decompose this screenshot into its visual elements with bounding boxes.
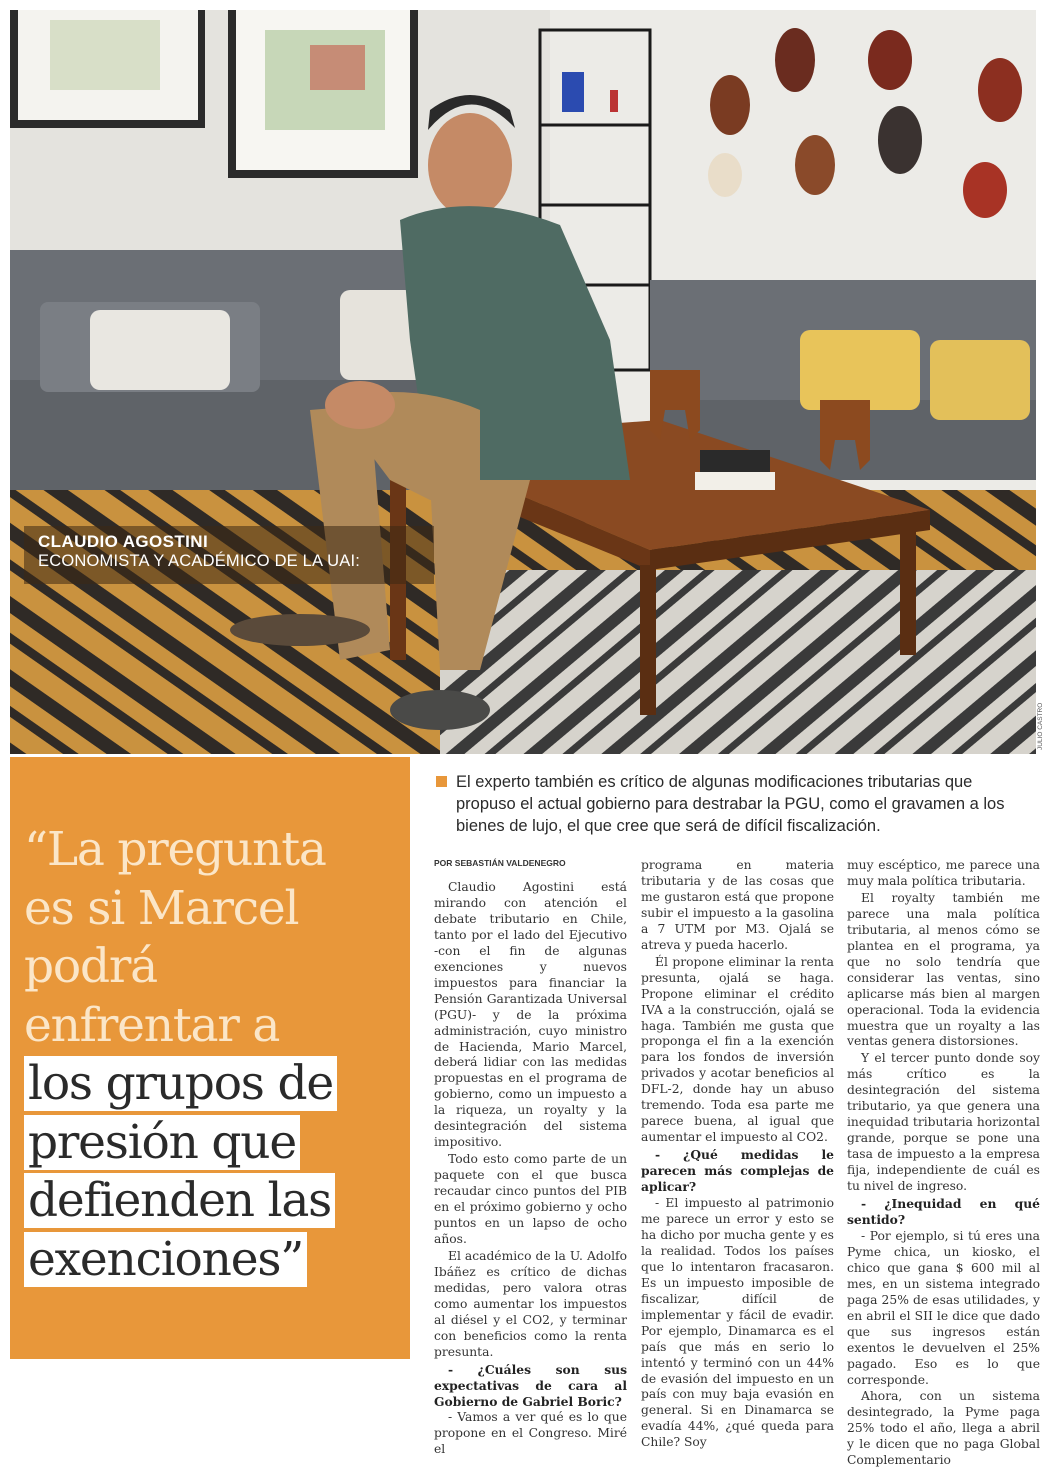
lead-bullet-icon — [436, 776, 447, 787]
body-paragraph: Él propone eliminar la renta presunta, ojalá se haga. Propone eliminar el crédito IVA a la construcción, ojalá se haga. También me gusta que proponga el fin a la exención para los fondos de inversión privados y acotar beneficios al DFL-2, donde hay un abuso tremendo. Toda esa parte me parece buena, al igual que aumentar el impuesto al CO2. — [641, 954, 834, 1145]
quote-line: los grupos de — [24, 1056, 337, 1111]
body-paragraph: Y el tercer punto donde soy más crítico es la desintegración del sistema tributario, ya que genera una inequidad tributaria horizontal grande, porque se pone una tasa de impuesto a la empresa fija, independiente de cuál es tu nivel de ingreso. — [847, 1051, 1040, 1194]
lead-text: El experto también es crítico de algunas modificaciones tributarias que propuso el actual gobierno para destrabar la PGU, como el gravamen a los bienes de lujo, el que cree que será de difícil fiscalización. — [456, 773, 1005, 835]
interview-question: - ¿Inequidad en qué sentido? — [847, 1196, 1040, 1227]
body-paragraph: Todo esto como parte de un paquete con el que busca recaudar cinco puntos del PIB en el próximo gobierno y ocho puntos en un lapso de ocho años. — [434, 1152, 627, 1246]
quote-line: enfrentar a — [24, 997, 280, 1053]
text-column-2 — [641, 858, 834, 1452]
quote-line: presión que — [24, 1115, 300, 1170]
lead-paragraph — [436, 771, 1036, 837]
caption-name: CLAUDIO AGOSTINI — [38, 532, 209, 551]
photo-caption — [24, 526, 434, 584]
body-paragraph: Ahora, con un sistema desintegrado, la Pyme paga 25% todo el año, llega a abril y le dicen que no paga Global Complementario — [847, 1389, 1040, 1468]
text-column-1 — [434, 880, 627, 1459]
quote-line: exenciones” — [24, 1232, 307, 1287]
quote-line: “La pregunta — [24, 822, 326, 877]
hero-photo — [10, 10, 1036, 754]
quote-line: podrá — [24, 939, 157, 994]
framed-art-left — [10, 10, 205, 128]
body-paragraph: - Por ejemplo, si tú eres una Pyme chica, un kiosko, el chico que gana $ 600 mil al mes, en un sistema integrado paga 25% de esas utilidades, y en abril el SII le dice que dado que sus ingresos están exentos le devuelven el 25% pagado. Eso es lo que corresponde. — [847, 1228, 1040, 1387]
living-room-illustration — [10, 10, 1036, 754]
body-paragraph: El royalty también me parece una mala política tributaria, al menos cómo se plantea en el programa, ya que no solo tendría que considerar las ventas, sino aplicarse más bien al margen operacional. Toda la evidencia muestra que un royalty a las ventas genera distorsiones. — [847, 890, 1040, 1049]
interview-question: - ¿Cuáles son sus expectativas de cara al Gobierno de Gabriel Boric? — [434, 1361, 627, 1409]
caption-role: ECONOMISTA Y ACADÉMICO DE LA UAI: — [38, 552, 361, 570]
body-paragraph: Claudio Agostini está mirando con atención el debate tributario en Chile, tanto por el lado del Ejecutivo -con el fin de algunas exenciones y nuevos impuestos para financiar la Pensión Garantizada Universal (PGU)- y de la próxima administración, cuyo ministro de Hacienda, Mario Marcel, deberá lidiar con las medidas propuestas en el programa de gobierno, como un impuesto a la riqueza, un royalty y la desintegración del sistema impositivo. — [434, 880, 627, 1150]
pull-quote — [24, 821, 404, 1289]
quote-line: defienden las — [24, 1173, 335, 1228]
quote-highlight — [24, 1055, 404, 1289]
framed-art-right — [228, 10, 418, 178]
body-paragraph: - El impuesto al patrimonio me parece un error y esto se ha dicho por mucha gente y es la realidad. Todos los países que lo intentaron fracasaron. Es un impuesto imposible de fiscalizar, difícil de implementar y fácil de evadir. Por ejemplo, Dinamarca es el país que más en serio lo intentó y terminó con un 44% de evasión del impuesto en un país con muy baja evasión en general. Si en Dinamarca se evadía 44%, ¿qué queda para Chile? Soy — [641, 1196, 834, 1450]
interview-question: - ¿Qué medidas le parecen más complejas de aplicar? — [641, 1147, 834, 1195]
body-paragraph: programa en materia tributaria y de las cosas que me gustaron está que propone subir el impuesto a la gasolina a 7 UTM por M3. Ojalá se atreva y pueda hacerlo. — [641, 858, 834, 952]
body-paragraph: - Vamos a ver qué es lo que propone en el Congreso. Miré el — [434, 1410, 627, 1457]
pull-quote-panel — [10, 757, 410, 1359]
text-column-3 — [847, 858, 1040, 1470]
byline: POR SEBASTIÁN VALDENEGRO — [434, 858, 566, 868]
photo-credit: JULIO CASTRO — [1037, 702, 1044, 750]
body-paragraph: El académico de la U. Adolfo Ibáñez es crítico de dichas medidas, pero valora otras como aumentar los impuestos al diésel y el CO2, y terminar con beneficios como la renta presunta. — [434, 1248, 627, 1359]
body-paragraph: muy escéptico, me parece una muy mala política tributaria. — [847, 858, 1040, 888]
quote-line: es si Marcel — [24, 880, 299, 936]
